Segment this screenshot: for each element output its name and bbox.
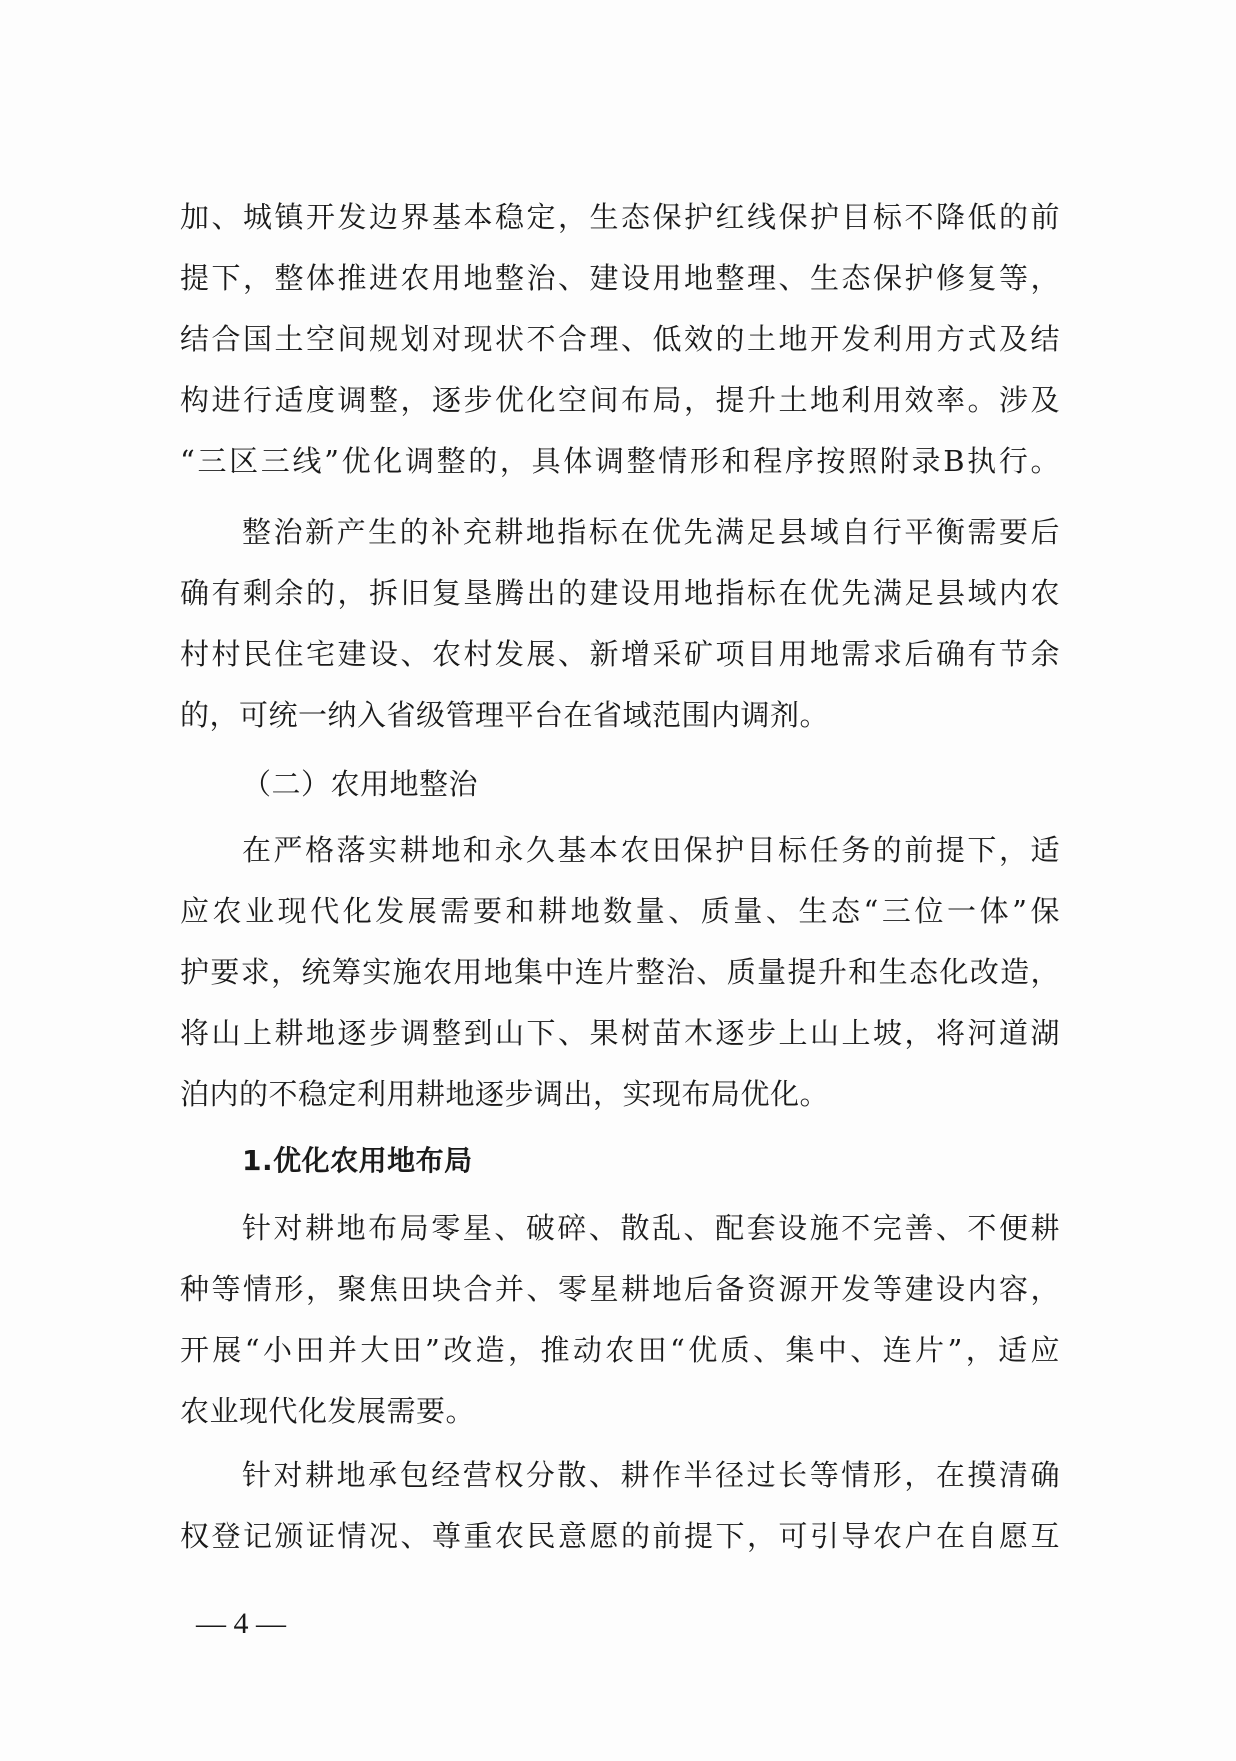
text-line: 农业现代化发展需要。 [180, 1394, 476, 1428]
text-line: 结合国土空间规划对现状不合理、低效的土地开发利用方式及结 [180, 322, 1060, 356]
text-line: 村村民住宅建设、农村发展、新增采矿项目用地需求后确有节余 [180, 637, 1060, 671]
page-number: — 4 — [196, 1607, 286, 1640]
text-line: 的，可统一纳入省级管理平台在省域范围内调剂。 [180, 698, 830, 732]
section-heading: （二）农用地整治 [242, 767, 479, 801]
text-line: 泊内的不稳定利用耕地逐步调出，实现布局优化。 [180, 1077, 830, 1111]
paragraph-first-line: 针对耕地布局零星、破碎、散乱、配套设施不完善、不便耕 [242, 1211, 1060, 1245]
text-line: 提下，整体推进农用地整治、建设用地整理、生态保护修复等， [180, 261, 1060, 295]
text-line: 权登记颁证情况、尊重农民意愿的前提下，可引导农户在自愿互 [180, 1519, 1060, 1553]
text-line: 种等情形，聚焦田块合并、零星耕地后备资源开发等建设内容， [180, 1272, 1060, 1306]
text-line: 构进行适度调整，逐步优化空间布局，提升土地利用效率。涉及 [180, 383, 1060, 417]
subsection-heading: 1.优化农用地布局 [242, 1144, 473, 1177]
text-line: 将山上耕地逐步调整到山下、果树苗木逐步上山上坡，将河道湖 [180, 1016, 1060, 1050]
paragraph-first-line: 在严格落实耕地和永久基本农田保护目标任务的前提下，适 [242, 833, 1060, 867]
paragraph-first-line: 整治新产生的补充耕地指标在优先满足县域自行平衡需要后 [242, 515, 1060, 549]
paragraph-first-line: 针对耕地承包经营权分散、耕作半径过长等情形，在摸清确 [242, 1458, 1060, 1492]
text-line: 加、城镇开发边界基本稳定，生态保护红线保护目标不降低的前 [180, 200, 1060, 234]
text-line: 应农业现代化发展需要和耕地数量、质量、生态“三位一体”保 [180, 894, 1060, 928]
text-line: 护要求，统筹实施农用地集中连片整治、质量提升和生态化改造， [180, 955, 1060, 989]
text-line: “三区三线”优化调整的，具体调整情形和程序按照附录B执行。 [180, 444, 1060, 478]
text-line: 确有剩余的，拆旧复垦腾出的建设用地指标在优先满足县域内农 [180, 576, 1060, 610]
text-line: 开展“小田并大田”改造，推动农田“优质、集中、连片”，适应 [180, 1333, 1060, 1367]
